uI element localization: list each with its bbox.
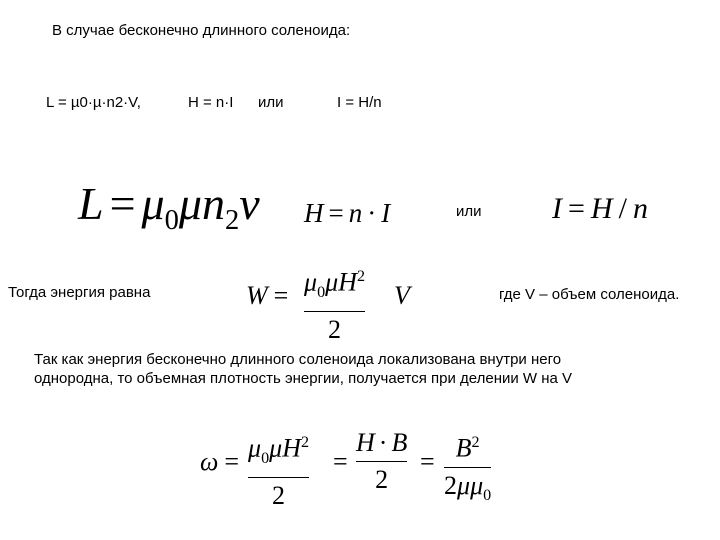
fraction-denominator bbox=[444, 471, 491, 511]
equals-sign: = bbox=[328, 198, 344, 228]
equals-sign: = bbox=[273, 281, 289, 310]
mu-symbol: μ bbox=[178, 178, 202, 229]
or-text: или bbox=[456, 203, 482, 220]
field-symbol: H bbox=[356, 428, 375, 457]
fraction-numerator bbox=[356, 428, 407, 458]
field-symbol: H bbox=[338, 267, 357, 297]
equals-sign: = bbox=[109, 178, 136, 229]
field-symbol: H bbox=[282, 433, 301, 463]
energy-symbol: W bbox=[246, 281, 268, 310]
paragraph-line-1: Так как энергия бесконечно длинного соленоида локализована внутри него bbox=[34, 351, 562, 368]
induction-symbol: B bbox=[455, 433, 472, 463]
fraction-numerator bbox=[248, 428, 309, 474]
mu-symbol: μ bbox=[304, 267, 318, 297]
inductance-formula bbox=[78, 176, 260, 249]
energy-fraction bbox=[304, 262, 365, 345]
fraction-numerator bbox=[304, 262, 365, 308]
n-symbol: n bbox=[202, 178, 225, 229]
superscript-two: 2 bbox=[300, 434, 310, 451]
volume-note: где V – объем соленоида. bbox=[499, 286, 680, 303]
volume-symbol: v bbox=[239, 178, 260, 229]
field-symbol: H bbox=[304, 198, 324, 228]
mu-symbol: μ bbox=[141, 178, 165, 229]
slash-operator: / bbox=[618, 192, 627, 225]
density-fraction-1 bbox=[248, 428, 309, 511]
mu-symbol: μ bbox=[269, 433, 283, 463]
coefficient-two: 2 bbox=[444, 470, 457, 500]
equals-sign: = bbox=[420, 447, 435, 476]
dot-operator: · bbox=[378, 428, 388, 457]
field-formula bbox=[304, 196, 390, 230]
mu-symbol: μ bbox=[248, 433, 262, 463]
fraction-bar bbox=[444, 467, 491, 468]
dot-operator: · bbox=[367, 198, 377, 228]
field-symbol: H bbox=[590, 192, 613, 225]
current-formula bbox=[552, 191, 648, 227]
inductance-symbol: L bbox=[78, 178, 104, 229]
subscript-zero: 0 bbox=[261, 449, 270, 467]
subscript-two: 2 bbox=[225, 205, 240, 237]
equals-sign: = bbox=[224, 447, 240, 476]
current-symbol: I bbox=[381, 198, 391, 228]
fraction-bar bbox=[356, 461, 407, 462]
fraction-bar bbox=[304, 311, 365, 312]
n-symbol: n bbox=[632, 192, 648, 225]
volume-symbol: V bbox=[394, 281, 410, 310]
heading: В случае бесконечно длинного соленоида: bbox=[52, 22, 351, 39]
superscript-two: 2 bbox=[471, 434, 480, 451]
fraction-denominator: 2 bbox=[375, 465, 389, 494]
density-fraction-3 bbox=[444, 428, 491, 511]
n-symbol: n bbox=[348, 198, 363, 228]
current-symbol: I bbox=[552, 192, 562, 225]
current-formula-text: I = H/n bbox=[337, 94, 382, 111]
energy-lhs bbox=[246, 280, 288, 312]
inductance-formula-text: L = µ0·µ·n2·V, bbox=[46, 94, 141, 111]
fraction-denominator: 2 bbox=[272, 480, 286, 510]
fraction-numerator bbox=[456, 428, 480, 464]
subscript-zero: 0 bbox=[164, 205, 179, 237]
fraction-bar bbox=[248, 477, 309, 478]
density-lhs bbox=[200, 446, 239, 478]
fraction-denominator: 2 bbox=[328, 314, 342, 344]
or-text: или bbox=[258, 94, 284, 111]
equals-sign: = bbox=[333, 447, 348, 476]
subscript-zero: 0 bbox=[483, 486, 492, 504]
energy-intro-text: Тогда энергия равна bbox=[8, 284, 151, 301]
subscript-zero: 0 bbox=[317, 283, 326, 301]
mu-symbol: μ bbox=[325, 267, 339, 297]
induction-symbol: B bbox=[391, 428, 408, 457]
density-fraction-2 bbox=[356, 428, 407, 495]
field-formula-text: H = n·I bbox=[188, 94, 234, 111]
superscript-two: 2 bbox=[356, 268, 366, 285]
mu-symbol: μ bbox=[457, 470, 471, 500]
mu-symbol: μ bbox=[470, 470, 484, 500]
paragraph-line-2: однородна, то объемная плотность энергии, получается при делении W на V bbox=[34, 370, 573, 387]
equals-sign: = bbox=[568, 192, 585, 225]
omega-symbol: ω bbox=[200, 447, 219, 476]
